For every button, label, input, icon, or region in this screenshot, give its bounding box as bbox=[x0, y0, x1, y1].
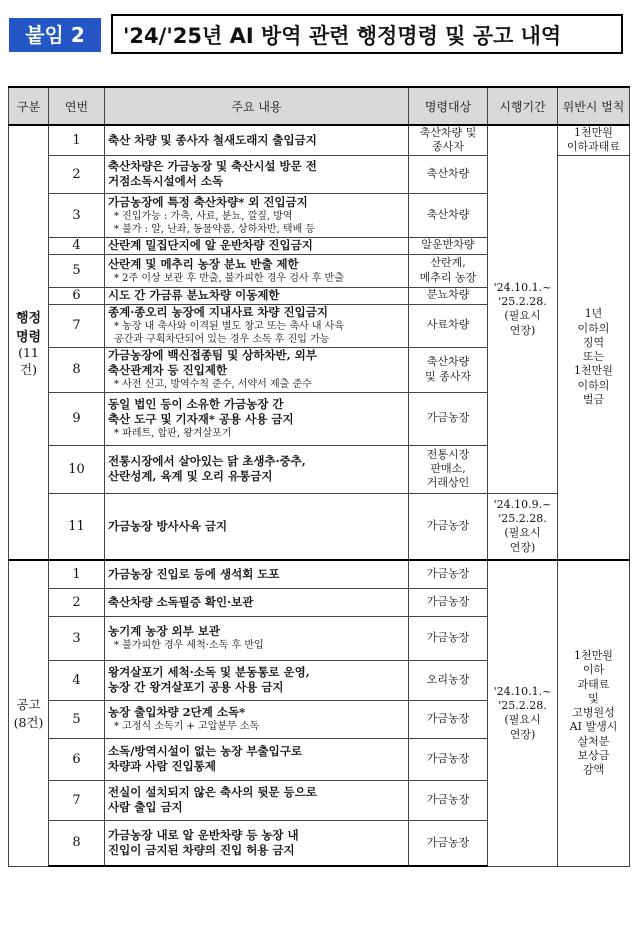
table-row bbox=[9, 493, 630, 560]
table-row bbox=[9, 125, 630, 155]
row-number: 3 bbox=[49, 193, 105, 237]
col-header: 주요 내용 bbox=[105, 87, 409, 125]
row-number: 4 bbox=[49, 660, 105, 700]
item-main-text: 가금농장 내로 알 운반차량 등 농장 내 진입이 금지된 차량의 진입 허용 금지 bbox=[108, 827, 299, 857]
item-main-text: 왕겨살포기 세척·소독 및 분동통로 운영, 농장 간 왕겨살포기 공용 사용 금지 bbox=[108, 665, 310, 695]
row-number: 3 bbox=[49, 616, 105, 660]
item-cell bbox=[105, 304, 409, 347]
order-target: 가금농장 bbox=[409, 392, 488, 445]
item-cell bbox=[105, 287, 409, 304]
row-number: 2 bbox=[49, 588, 105, 616]
item-main-text: 산란계 및 메추리 농장 분뇨 반출 제한 bbox=[108, 256, 299, 271]
row-number: 11 bbox=[49, 493, 105, 560]
item-note: * 불가피한 경우 세척·소독 후 반입 bbox=[114, 640, 264, 652]
item-main-text: 가금농장 방사사육 금지 bbox=[108, 518, 228, 533]
item-cell bbox=[105, 193, 409, 237]
document-title: '24/'25년 AI 방역 관련 행정명령 및 공고 내역 bbox=[111, 14, 623, 54]
item-main-text: 소독/방역시설이 없는 농장 부출입구로 차량과 사람 진입통제 bbox=[108, 744, 302, 774]
row-number: 6 bbox=[49, 287, 105, 304]
order-target: 가금농장 bbox=[409, 700, 488, 738]
order-target: 가금농장 bbox=[409, 493, 488, 560]
section-name: 공고 bbox=[16, 697, 41, 713]
order-target: 알운반차량 bbox=[409, 237, 488, 254]
period-cell: '24.10.9.~ '25.2.28. (필요시 연장) bbox=[488, 493, 558, 560]
section-name: 행정 명령 bbox=[15, 311, 42, 346]
penalty-cell: 1년 이하의 징역 또는 1천만원 이하의 벌금 bbox=[558, 155, 630, 560]
order-target: 가금농장 bbox=[409, 780, 488, 820]
order-target: 가금농장 bbox=[409, 588, 488, 616]
item-main-text: 전통시장에서 살아있는 닭 초생추·중추, 산란성계, 육계 및 오리 유통금지 bbox=[108, 454, 306, 484]
order-target: 축산차량 bbox=[409, 193, 488, 237]
item-note: * 파레트, 합판, 왕겨살포기 bbox=[114, 428, 232, 440]
item-note: * 농장 내 축사와 이격된 별도 창고 또는 축사 내 사육 공간과 구획차단되어 있는 경우 소독 후 진입 가능 bbox=[114, 321, 344, 346]
item-cell bbox=[105, 820, 409, 866]
order-target: 전통시장 판매소, 거래상인 bbox=[409, 445, 488, 493]
item-main-text: 가금농장에 특정 축산차량* 외 진입금지 bbox=[108, 194, 308, 209]
row-number: 5 bbox=[49, 700, 105, 738]
item-main-text: 가금농장 진입로 등에 생석회 도포 bbox=[108, 566, 280, 581]
penalty-cell: 1천만원 이하 과태료 및 고병원성 AI 발생시 살처분 보상금 감액 bbox=[558, 560, 630, 866]
row-number: 1 bbox=[49, 560, 105, 588]
order-target: 가금농장 bbox=[409, 560, 488, 588]
row-number: 7 bbox=[49, 304, 105, 347]
item-cell bbox=[105, 616, 409, 660]
item-main-text: 농기계 농장 외부 보관 bbox=[108, 624, 220, 639]
row-number: 8 bbox=[49, 820, 105, 866]
order-target: 축산차량 bbox=[409, 155, 488, 193]
order-target: 축산차량 및 종사자 bbox=[409, 125, 488, 155]
item-cell bbox=[105, 254, 409, 287]
item-cell bbox=[105, 237, 409, 254]
order-target: 가금농장 bbox=[409, 738, 488, 780]
item-main-text: 산란계 밀집단지에 알 운반차량 진입금지 bbox=[108, 238, 313, 253]
order-target: 오리농장 bbox=[409, 660, 488, 700]
item-cell bbox=[105, 588, 409, 616]
item-main-text: 축산차량은 가금농장 및 축산시설 방문 전 거점소독시설에서 소독 bbox=[108, 159, 317, 189]
item-note: * 사전 신고, 방역수칙 준수, 서약서 제출 준수 bbox=[114, 379, 312, 391]
item-main-text: 동일 법인 등이 소유한 가금농장 간 축산 도구 및 기자재* 공용 사용 금지 bbox=[108, 397, 294, 427]
section-count: (11건) bbox=[18, 345, 39, 378]
item-main-text: 농장 출입차량 2단계 소독* bbox=[108, 705, 246, 720]
col-header: 연번 bbox=[49, 87, 105, 125]
order-target: 분뇨차량 bbox=[409, 287, 488, 304]
item-main-text: 시도 간 가금류 분뇨차량 이동제한 bbox=[108, 288, 280, 303]
order-target: 가금농장 bbox=[409, 820, 488, 866]
table-row bbox=[9, 560, 630, 588]
item-cell bbox=[105, 780, 409, 820]
period-cell: '24.10.1.~ '25.2.28. (필요시 연장) bbox=[488, 125, 558, 493]
table-header-row bbox=[9, 87, 630, 125]
penalty-cell: 1천만원 이하과태료 bbox=[558, 125, 630, 155]
item-cell bbox=[105, 125, 409, 155]
attachment-badge: 붙임 2 bbox=[9, 18, 101, 52]
item-main-text: 전실이 설치되지 않은 축사의 뒷문 등으로 사람 출입 금지 bbox=[108, 785, 317, 815]
item-note: * 2주 이상 보관 후 반출, 불가피한 경우 검사 후 반출 bbox=[114, 272, 344, 284]
measures-table bbox=[8, 86, 630, 867]
row-number: 1 bbox=[49, 125, 105, 155]
item-cell bbox=[105, 392, 409, 445]
item-note: * 고정식 소독기 + 고압분무 소독 bbox=[114, 721, 260, 733]
item-cell bbox=[105, 347, 409, 392]
order-target: 가금농장 bbox=[409, 616, 488, 660]
row-number: 7 bbox=[49, 780, 105, 820]
col-header: 구분 bbox=[9, 87, 49, 125]
order-target: 사료차량 bbox=[409, 304, 488, 347]
item-main-text: 가금농장에 백신접종팀 및 상하차반, 외부 축산관계자 등 진입제한 bbox=[108, 348, 317, 378]
item-cell bbox=[105, 493, 409, 560]
row-number: 4 bbox=[49, 237, 105, 254]
item-cell bbox=[105, 155, 409, 193]
row-number: 8 bbox=[49, 347, 105, 392]
section-label-notice bbox=[9, 560, 49, 866]
row-number: 9 bbox=[49, 392, 105, 445]
row-number: 2 bbox=[49, 155, 105, 193]
item-main-text: 축산차량 소독필증 확인·보관 bbox=[108, 594, 254, 609]
item-cell bbox=[105, 700, 409, 738]
col-header: 시행기간 bbox=[488, 87, 558, 125]
item-note: * 진입가능 : 가축, 사료, 분뇨, 깔짚, 방역 * 불가 : 알, 난좌, 동물약품, 상하차반, 택배 등 bbox=[114, 210, 316, 235]
item-main-text: 축산 차량 및 종사자 철새도래지 출입금지 bbox=[108, 132, 317, 147]
row-number: 5 bbox=[49, 254, 105, 287]
document-header bbox=[5, 12, 629, 56]
item-cell bbox=[105, 660, 409, 700]
order-target: 축산차량 및 종사자 bbox=[409, 347, 488, 392]
item-main-text: 종계·종오리 농장에 지내사료 차량 진입금지 bbox=[108, 305, 328, 320]
col-header: 위반시 벌칙 bbox=[558, 87, 630, 125]
item-cell bbox=[105, 560, 409, 588]
section-label-order bbox=[9, 125, 49, 560]
col-header: 명령대상 bbox=[409, 87, 488, 125]
section-count: (8건) bbox=[13, 715, 44, 731]
item-cell bbox=[105, 445, 409, 493]
row-number: 6 bbox=[49, 738, 105, 780]
order-target: 산란계, 메추리 농장 bbox=[409, 254, 488, 287]
period-cell: '24.10.1.~ '25.2.28. (필요시 연장) bbox=[488, 560, 558, 866]
row-number: 10 bbox=[49, 445, 105, 493]
item-cell bbox=[105, 738, 409, 780]
